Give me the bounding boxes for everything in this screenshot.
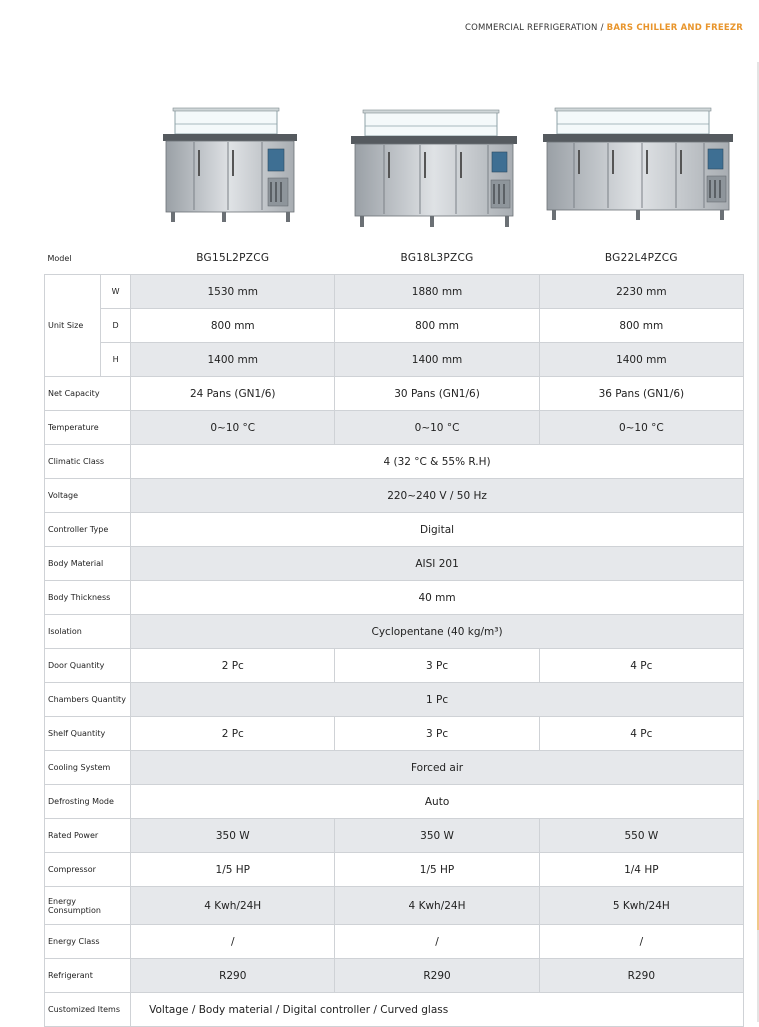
cell-value: 1530 mm	[131, 275, 335, 309]
cell-value: 1400 mm	[335, 343, 539, 377]
cell-value: Cyclopentane (40 kg/m³)	[131, 615, 744, 649]
cell-value: R290	[539, 959, 743, 993]
row-label: Cooling System	[45, 751, 131, 785]
cell-value: 4 Kwh/24H	[335, 887, 539, 925]
row-label: Body Thickness	[45, 581, 131, 615]
row-label: Defrosting Mode	[45, 785, 131, 819]
customized-items-row	[45, 993, 744, 1027]
body-thickness-row	[45, 581, 744, 615]
cell-value: 800 mm	[131, 309, 335, 343]
breadcrumb-current: BARS CHILLER AND FREEZR	[606, 23, 743, 33]
energy-consumption-row	[45, 887, 744, 925]
cell-value: 4 Pc	[539, 649, 743, 683]
saladette-4-door-image	[538, 100, 742, 245]
breadcrumb-section[interactable]: COMMERCIAL REFRIGERATION	[464, 23, 598, 33]
cell-value: 0~10 °C	[539, 411, 743, 445]
compressor-row	[45, 853, 744, 887]
row-label: Controller Type	[45, 513, 131, 547]
cell-value: 3 Pc	[335, 717, 539, 751]
cell-value: /	[539, 925, 743, 959]
model-name: BG18L3PZCG	[400, 252, 474, 264]
row-label: Shelf Quantity	[45, 717, 131, 751]
dimension-label: W	[101, 275, 131, 309]
cell-value: 4 Pc	[539, 717, 743, 751]
cell-value: 4 (32 °C & 55% R.H)	[131, 445, 744, 479]
row-label: Isolation	[45, 615, 131, 649]
cell-value: 350 W	[131, 819, 335, 853]
model-name: BG22L4PZCG	[604, 252, 678, 264]
row-label: Energy Class	[45, 925, 131, 959]
energy-class-row	[45, 925, 744, 959]
row-label: Climatic Class	[45, 445, 131, 479]
cooling-system-row	[45, 751, 744, 785]
cell-value: R290	[131, 959, 335, 993]
net-capacity-row	[45, 377, 744, 411]
cell-value: 220~240 V / 50 Hz	[131, 479, 744, 513]
cell-value: 800 mm	[335, 309, 539, 343]
row-label: Rated Power	[45, 819, 131, 853]
dimension-label: H	[101, 343, 131, 377]
cell-value: 4 Kwh/24H	[131, 887, 335, 925]
row-label: Customized Items	[45, 993, 131, 1027]
row-label: Unit Size	[45, 275, 101, 377]
saladette-2-door-image	[130, 100, 334, 245]
row-label: Compressor	[45, 853, 131, 887]
spec-table	[44, 242, 744, 1027]
cell-value: 550 W	[539, 819, 743, 853]
cell-value: 1880 mm	[335, 275, 539, 309]
door-quantity-row	[45, 649, 744, 683]
row-label: Body Material	[45, 547, 131, 581]
breadcrumb-separator: /	[600, 23, 604, 33]
dimension-label: D	[101, 309, 131, 343]
row-label: Temperature	[45, 411, 131, 445]
shelf-quantity-row	[45, 717, 744, 751]
cell-value: Voltage / Body material / Digital controller / Curved glass	[131, 993, 744, 1027]
cell-value: 800 mm	[539, 309, 743, 343]
cell-value: 5 Kwh/24H	[539, 887, 743, 925]
cell-value: Digital	[131, 513, 744, 547]
cell-value: 3 Pc	[335, 649, 539, 683]
row-label: Net Capacity	[45, 377, 131, 411]
row-label: Chambers Quantity	[45, 683, 131, 717]
cell-value: 1400 mm	[131, 343, 335, 377]
cell-value: 0~10 °C	[131, 411, 335, 445]
cell-value: 0~10 °C	[335, 411, 539, 445]
cell-value: 24 Pans (GN1/6)	[131, 377, 335, 411]
cell-value: 1 Pc	[131, 683, 744, 717]
row-label: Voltage	[45, 479, 131, 513]
row-label: Refrigerant	[45, 959, 131, 993]
cell-value: /	[335, 925, 539, 959]
cell-value: 2 Pc	[131, 717, 335, 751]
model-name: BG15L2PZCG	[196, 252, 270, 264]
cell-value: 1/5 HP	[335, 853, 539, 887]
defrosting-mode-row	[45, 785, 744, 819]
row-label: Model	[47, 253, 72, 263]
voltage-row	[45, 479, 744, 513]
controller-type-row	[45, 513, 744, 547]
cell-value: /	[131, 925, 335, 959]
cell-value: R290	[335, 959, 539, 993]
cell-value: Auto	[131, 785, 744, 819]
unit-size-depth-row	[45, 309, 744, 343]
product-images	[130, 100, 744, 245]
body-material-row	[45, 547, 744, 581]
cell-value: Forced air	[131, 751, 744, 785]
row-label: Energy Consumption	[45, 887, 131, 925]
chambers-quantity-row	[45, 683, 744, 717]
cell-value: 2 Pc	[131, 649, 335, 683]
climatic-class-row	[45, 445, 744, 479]
breadcrumb	[465, 23, 743, 33]
row-label: Door Quantity	[45, 649, 131, 683]
model-row	[45, 242, 744, 275]
cell-value: AISI 201	[131, 547, 744, 581]
cell-value: 2230 mm	[539, 275, 743, 309]
isolation-row	[45, 615, 744, 649]
rated-power-row	[45, 819, 744, 853]
cell-value: 350 W	[335, 819, 539, 853]
unit-size-height-row	[45, 343, 744, 377]
saladette-3-door-image	[334, 100, 538, 245]
cell-value: 1/4 HP	[539, 853, 743, 887]
cell-value: 1400 mm	[539, 343, 743, 377]
refrigerant-row	[45, 959, 744, 993]
unit-size-width-row	[45, 275, 744, 309]
cell-value: 40 mm	[131, 581, 744, 615]
cell-value: 30 Pans (GN1/6)	[335, 377, 539, 411]
cell-value: 36 Pans (GN1/6)	[539, 377, 743, 411]
temperature-row	[45, 411, 744, 445]
cell-value: 1/5 HP	[131, 853, 335, 887]
